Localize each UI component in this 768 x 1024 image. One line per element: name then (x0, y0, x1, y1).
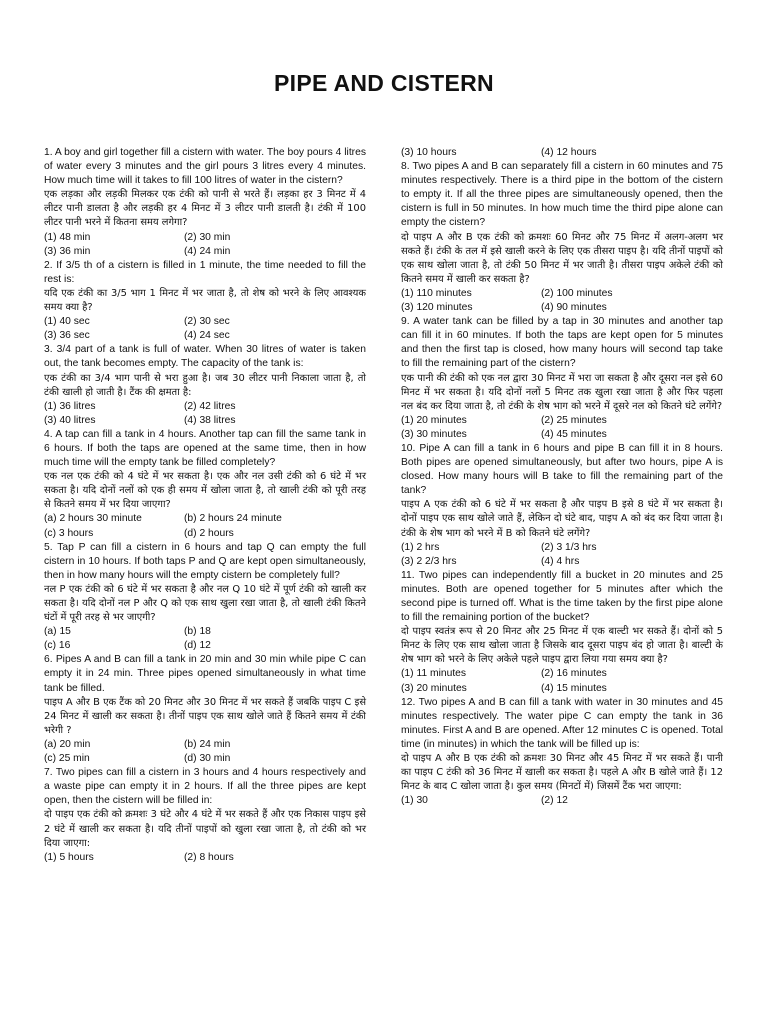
answer-option: (4) 24 min (184, 245, 231, 257)
answer-option: (2) 3 1/3 hrs (541, 541, 597, 553)
question-block (401, 315, 723, 442)
question-text-hindi: एक पानी की टंकी को एक नल द्वारा 30 मिनट में भरा जा सकता है और दूसरा नल इसे 60 मिनट में भर सकता है। यदि दोनों नलों 5 मिनट तक खुला रखा जाता है और फिर पहला नल बंद कर दिया जाता है, तो टंकी के शेष भाग को भरने में दूसरे नल को कितने घंटे लगेंगे? (401, 372, 723, 412)
answer-options (44, 231, 366, 259)
question-text-hindi: दो पाइप A और B एक टंकी को क्रमशः 30 मिनट और 45 मिनट में भर सकते हैं। पानी का पाइप C टंकी को 36 मिनट में खाली कर सकता है। पहले A और B खोले जाते हैं। 12 मिनट के बाद C खोला जाता है। कुल समय (मिनटों में) जिसमें टैंक भरा जाएगा: (401, 753, 723, 793)
question-block (44, 343, 366, 428)
answer-option: (2) 30 min (184, 231, 231, 243)
question-text-english: 8. Two pipes A and B can separately fill a cistern in 60 minutes and 75 minutes respectively. There is a third pipe in the bottom of the cistern to empty it. If all the three pipes are simultaneously opened, then the cistern is full in 50 minutes. In how much time the third pipe alone can empty the cistern? (401, 161, 723, 229)
question-block (44, 259, 366, 344)
answer-option: (4) 90 minutes (541, 302, 607, 314)
question-text-english: 3. 3/4 part of a tank is full of water. When 30 litres of water is taken out, the tank becomes empty. The capacity of the tank is: (44, 344, 366, 370)
answer-options (401, 541, 723, 569)
answer-option: (c) 16 (44, 640, 71, 652)
answer-options (44, 400, 366, 428)
answer-option: (2) 42 litres (184, 400, 236, 412)
answer-options (44, 625, 366, 653)
answer-option: (3) 36 min (44, 245, 91, 257)
question-block (44, 541, 366, 654)
answer-option: (1) 20 minutes (401, 414, 467, 426)
answer-option: (2) 25 minutes (541, 414, 607, 426)
answer-option: (4) 45 minutes (541, 428, 607, 440)
answer-option: (c) 25 min (44, 753, 90, 765)
answer-options (401, 287, 723, 315)
page-title: PIPE AND CISTERN (274, 70, 494, 96)
answer-option: (1) 36 litres (44, 400, 96, 412)
answer-option: (4) 12 hours (541, 147, 597, 158)
question-block (401, 442, 723, 569)
answer-option: (2) 8 hours (184, 851, 234, 863)
answer-option: (4) 24 sec (184, 330, 230, 342)
question-block (44, 653, 366, 766)
question-text-hindi: यदि एक टंकी का 3/5 भाग 1 मिनट में भर जाता है, तो शेष को भरने के लिए आवश्यक समय क्या है? (44, 287, 366, 314)
answer-option: (2) 12 (541, 795, 568, 807)
answer-options (401, 667, 723, 695)
question-block (44, 146, 366, 259)
question-text-english: 2. If 3/5 th of a cistern is filled in 1 minute, the time needed to fill the rest is: (44, 259, 366, 285)
question-text-english: 5. Tap P can fill a cistern in 6 hours and tap Q can empty the full cistern in 10 hours. If both taps P and Q are kept open simultaneously, then in how many hours will the empty cistern be completely full? (44, 541, 366, 581)
answer-option: (d) 12 (184, 640, 211, 652)
answer-option: (a) 15 (44, 626, 71, 638)
answer-option: (2) 30 sec (184, 316, 230, 328)
answer-option: (2) 16 minutes (541, 668, 607, 680)
answer-option: (4) 15 minutes (541, 682, 607, 694)
answer-option: (b) 2 hours 24 minute (184, 513, 282, 525)
question-text-hindi: दो पाइप एक टंकी को क्रमशः 3 घंटे और 4 घंटे में भर सकते हैं और एक निकास पाइप इसे 2 घंटे में खाली कर सकता है। यदि तीनों पाइपों को खुला रखा जाता है, तो टंकी को भर दिया जाएगा: (44, 809, 366, 849)
answer-option: (3) 36 sec (44, 330, 90, 342)
question-text-english: 10. Pipe A can fill a tank in 6 hours and pipe B can fill it in 8 hours. Both pipes are opened simultaneously, but after two hours, pipe A is closed. How many hours will B take to fill the remaining part of the tank? (401, 442, 723, 497)
question-text-hindi: पाइप A और B एक टैंक को 20 मिनट और 30 मिनट में भर सकते हैं जबकि पाइप C इसे 24 मिनट में खाली कर सकता है। तीनों पाइप एक साथ खोले जाते हैं कितने समय में टंकी भरेगी ? (44, 696, 366, 736)
answer-option: (4) 38 litres (184, 414, 236, 426)
question-text-hindi: पाइप A एक टंकी को 6 घंटे में भर सकता है और पाइप B इसे 8 घंटे में भर सकता है। दोनों पाइप एक साथ खोले जाते हैं, लेकिन दो घंटे बाद, पाइप A को बंद कर दिया जाता है। टंकी के शेष भाग को भरने में B को कितने घंटे लगेंगे? (401, 499, 723, 539)
answer-options (401, 414, 723, 442)
answer-option: (d) 2 hours (184, 527, 234, 539)
question-block (401, 696, 723, 809)
question-block (401, 569, 723, 696)
question-block (401, 146, 723, 160)
answer-option: (c) 3 hours (44, 527, 94, 539)
answer-options (44, 738, 366, 766)
answer-option: (1) 11 minutes (401, 668, 467, 680)
answer-option: (3) 120 minutes (401, 302, 473, 314)
answer-option: (1) 5 hours (44, 851, 94, 863)
question-text-hindi: एक लड़का और लड़की मिलकर एक टंकी को पानी से भरते हैं। लड़का हर 3 मिनट में 4 लीटर पानी डालता है और लड़की हर 4 मिनट में 3 लीटर पानी डालती है। टंकी में 100 लीटर पानी भरने में कितना समय लगेगा? (44, 189, 366, 229)
question-text-english: 11. Two pipes can independently fill a bucket in 20 minutes and 25 minutes. Both are opened together for 5 minutes after which the second pipe is turned off. What is the time taken by the first pipe alone to fill the remaining portion of the bucket? (401, 569, 723, 624)
question-block (44, 428, 366, 541)
answer-option: (b) 24 min (184, 738, 231, 750)
answer-option: (1) 110 minutes (401, 287, 472, 299)
answer-options (44, 512, 366, 540)
answer-option: (d) 30 min (184, 753, 231, 765)
question-block (44, 766, 366, 865)
question-text-hindi: एक टंकी का 3/4 भाग पानी से भरा हुआ है। जब 30 लीटर पानी निकाला जाता है, तो टंकी खाली हो जाती है। टैंक की क्षमता है: (44, 372, 366, 398)
answer-option: (3) 2 2/3 hrs (401, 555, 457, 567)
left-column (44, 146, 366, 865)
question-text-english: 9. A water tank can be filled by a tap in 30 minutes and another tap can fill it in 60 minutes. If both the taps are kept open for 5 minutes and then the first tap is closed, how many hours will second tap take to fill the remaining part of the cistern? (401, 316, 723, 370)
question-text-english: 12. Two pipes A and B can fill a tank with water in 30 minutes and 45 minutes respectively. The water pipe C can empty the tank in 36 minutes. First A and B are opened. After 12 minutes C is opened. Total time (in minutes) in which the tank will be filled up is: (401, 696, 723, 750)
question-text-english: 7. Two pipes can fill a cistern in 3 hours and 4 hours respectively and a waste pipe can empty it in 2 hours. If all the three pipes are kept open, then the cistern will be filled in: (44, 767, 366, 807)
answer-option: (b) 18 (184, 626, 211, 638)
question-text-hindi: एक नल एक टंकी को 4 घंटे में भर सकता है। एक और नल उसी टंकी को 6 घंटे में भर सकता है। यदि दोनों नलों को एक ही समय में खोला जाता है, तो खाली टंकी को पूरी तरह से कितने समय में भर दिया जाएगा? (44, 471, 366, 511)
answer-options (401, 146, 723, 160)
question-text-english: 6. Pipes A and B can fill a tank in 20 min and 30 min while pipe C can empty it in 24 min. Three pipes opened simultaneously in what time tank be filled. (44, 654, 366, 694)
answer-option: (2) 100 minutes (541, 287, 613, 299)
answer-option: (1) 30 (401, 795, 428, 807)
answer-options (401, 794, 723, 808)
question-block (401, 160, 723, 315)
question-text-hindi: दो पाइप A और B एक टंकी को क्रमशः 60 मिनट और 75 मिनट में अलग-अलग भर सकते हैं। टंकी के तल में इसे खाली करने के लिए एक तीसरा पाइप है। यदि तीनों पाइपों को एक साथ खोला जाता है, तो टंकी 50 मिनट में भर जाती है। तीसरा पाइप अकेले टंकी को कितने समय में खाली कर सकता है? (401, 231, 723, 285)
answer-option: (3) 30 minutes (401, 428, 467, 440)
question-text-hindi: नल P एक टंकी को 6 घंटे में भर सकता है और नल Q 10 घंटे में पूर्ण टंकी को खाली कर सकता है। यदि दोनों नल P और Q को एक साथ खुला रखा जाता है, तो खाली टंकी कितने घंटों में पूरी तरह से भर जाएगी? (44, 583, 366, 624)
answer-option: (3) 40 litres (44, 414, 96, 426)
answer-option: (3) 10 hours (401, 147, 457, 158)
answer-option: (a) 2 hours 30 minute (44, 513, 142, 525)
question-text-english: 1. A boy and girl together fill a cistern with water. The boy pours 4 litres of water every 3 minutes and the girl pours 3 litres every 4 minutes. How much time will it takes to fill 100 litres of water in the cistern? (44, 147, 366, 187)
answer-option: (1) 40 sec (44, 316, 90, 328)
question-text-english: 4. A tap can fill a tank in 4 hours. Another tap can fill the same tank in 6 hours. If both the taps are opened at the same time, then in how much time will the empty tank be filled completely? (44, 428, 366, 469)
answer-options (44, 315, 366, 343)
answer-option: (1) 2 hrs (401, 541, 440, 553)
answer-options (44, 851, 366, 865)
answer-option: (3) 20 minutes (401, 682, 467, 694)
answer-option: (a) 20 min (44, 738, 91, 750)
right-column (401, 146, 723, 808)
answer-option: (4) 4 hrs (541, 555, 580, 567)
answer-option: (1) 48 min (44, 231, 91, 243)
question-text-hindi: दो पाइप स्वतंत्र रूप से 20 मिनट और 25 मिनट में एक बाल्टी भर सकते हैं। दोनों को 5 मिनट के लिए एक साथ खोला जाता है जिसके बाद दूसरा पाइप बंद हो जाता है। बाल्टी के शेष भाग को भरने के लिए अकेले पहले पाइप द्वारा लिया गया समय क्या है? (401, 626, 723, 666)
